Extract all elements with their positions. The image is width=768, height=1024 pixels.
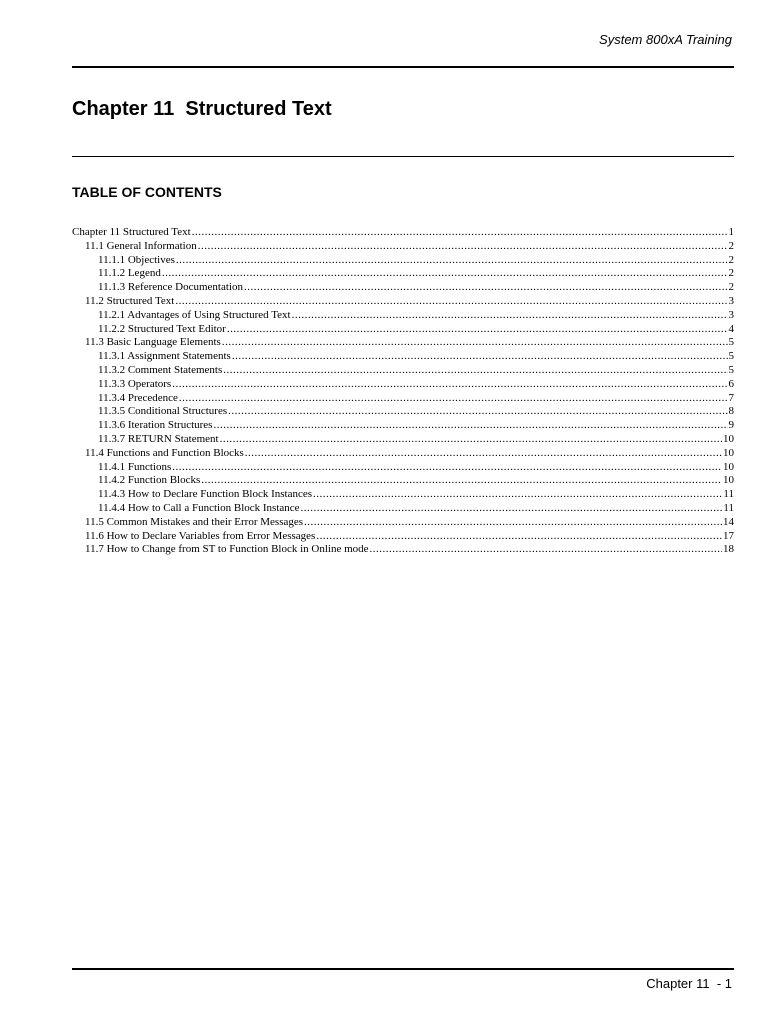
- toc-entry-label: 11.4.2 Function Blocks: [98, 474, 201, 487]
- toc-dot-leader: [223, 364, 727, 378]
- toc-entry-page-number: 10: [723, 432, 734, 445]
- toc-entry-label: Chapter 11 Structured Text: [72, 226, 191, 238]
- toc-dot-leader: [220, 433, 722, 447]
- toc-entry[interactable]: [72, 474, 734, 488]
- toc-dot-leader: [292, 309, 728, 323]
- toc-entry-page-number: 2: [728, 253, 734, 266]
- toc-entry-page-number: 10: [723, 474, 734, 487]
- toc-entry-page-number: 2: [728, 281, 734, 294]
- toc-entry-page-number: 11: [723, 488, 734, 501]
- toc-entry-page-number: 9: [728, 419, 734, 432]
- toc-entry-label: 11.7 How to Change from ST to Function Block in Online mode: [85, 543, 369, 556]
- toc-dot-leader: [232, 350, 728, 364]
- toc-entry[interactable]: [72, 281, 734, 295]
- running-header: System 800xA Training: [599, 32, 732, 47]
- toc-entry-page-number: 5: [728, 350, 734, 363]
- toc-entry-label: 11.3.6 Iteration Structures: [98, 419, 213, 432]
- footer-rule: [72, 968, 734, 970]
- toc-heading: TABLE OF CONTENTS: [72, 184, 222, 200]
- toc-entry-page-number: 3: [728, 294, 734, 307]
- toc-entry[interactable]: [72, 323, 734, 337]
- toc-entry-label: 11.1.3 Reference Documentation: [98, 281, 243, 294]
- toc-entry-page-number: 7: [728, 391, 734, 404]
- toc-entry[interactable]: [72, 295, 734, 309]
- toc-entry-label: 11.2 Structured Text: [85, 294, 175, 307]
- toc-entry-page-number: 2: [728, 239, 734, 252]
- toc-dot-leader: [176, 254, 728, 268]
- toc-dot-leader: [227, 323, 728, 337]
- toc-entry[interactable]: [72, 419, 734, 433]
- toc-dot-leader: [175, 295, 727, 309]
- toc-entry-label: 11.3.3 Operators: [98, 377, 172, 390]
- toc-entry-label: 11.4.3 How to Declare Function Block Instances: [98, 488, 313, 501]
- toc-entry[interactable]: [72, 226, 734, 240]
- toc-entry[interactable]: [72, 461, 734, 475]
- toc-dot-leader: [316, 530, 722, 544]
- toc-entry-label: 11.2.2 Structured Text Editor: [98, 322, 226, 335]
- toc-entry[interactable]: [72, 516, 734, 530]
- toc-dot-leader: [179, 392, 728, 406]
- toc-dot-leader: [313, 488, 722, 502]
- chapter-title: Chapter 11 Structured Text: [72, 98, 332, 120]
- toc-entry-page-number: 11: [723, 501, 734, 514]
- toc-entry[interactable]: [72, 378, 734, 392]
- toc-entry-page-number: 18: [723, 543, 734, 556]
- toc-entry-page-number: 5: [728, 336, 734, 349]
- toc-dot-leader: [192, 226, 728, 240]
- toc-entry-page-number: 8: [728, 405, 734, 418]
- toc-dot-leader: [228, 405, 727, 419]
- toc-entry-label: 11.3.2 Comment Statements: [98, 363, 223, 376]
- toc-entry[interactable]: [72, 267, 734, 281]
- toc-dot-leader: [370, 543, 722, 557]
- toc-entry-label: 11.4.4 How to Call a Function Block Instance: [98, 501, 300, 514]
- toc-dot-leader: [172, 461, 722, 475]
- toc-entry[interactable]: [72, 254, 734, 268]
- toc-entry-page-number: 10: [723, 460, 734, 473]
- toc-dot-leader: [201, 474, 722, 488]
- toc-dot-leader: [304, 516, 722, 530]
- toc-entry-label: 11.1 General Information: [85, 239, 197, 252]
- toc-dot-leader: [162, 267, 728, 281]
- toc-entry-page-number: 5: [728, 363, 734, 376]
- toc-entry-label: 11.1.1 Objectives: [98, 253, 175, 266]
- toc-entry-label: 11.3.7 RETURN Statement: [98, 432, 219, 445]
- toc-entry-label: 11.3.1 Assignment Statements: [98, 350, 231, 363]
- toc-entry-label: 11.6 How to Declare Variables from Error Messages: [85, 529, 316, 542]
- toc-entry[interactable]: [72, 502, 734, 516]
- title-rule: [72, 156, 734, 157]
- toc-entry-page-number: 4: [728, 322, 734, 335]
- toc-entry-label: 11.4 Functions and Function Blocks: [85, 446, 244, 459]
- toc-entry-label: 11.4.1 Functions: [98, 460, 172, 473]
- toc-entry[interactable]: [72, 543, 734, 557]
- toc-entry[interactable]: [72, 309, 734, 323]
- toc-entry[interactable]: [72, 350, 734, 364]
- toc-entry-page-number: 17: [723, 529, 734, 542]
- toc-dot-leader: [244, 281, 728, 295]
- toc-dot-leader: [301, 502, 723, 516]
- toc-entry[interactable]: [72, 336, 734, 350]
- toc-entry[interactable]: [72, 364, 734, 378]
- page-footer: Chapter 11 - 1: [646, 976, 732, 991]
- toc-entry-page-number: 10: [723, 446, 734, 459]
- toc-dot-leader: [198, 240, 728, 254]
- toc-dot-leader: [222, 336, 728, 350]
- toc-entry-label: 11.3.4 Precedence: [98, 391, 178, 404]
- header-rule: [72, 66, 734, 68]
- toc-entry-label: 11.1.2 Legend: [98, 267, 161, 280]
- toc-entry[interactable]: [72, 240, 734, 254]
- toc-dot-leader: [172, 378, 727, 392]
- toc-entry[interactable]: [72, 447, 734, 461]
- toc-dot-leader: [213, 419, 727, 433]
- toc-entry-label: 11.3 Basic Language Elements: [85, 336, 221, 349]
- toc-entry-page-number: 2: [728, 267, 734, 280]
- toc-entry[interactable]: [72, 392, 734, 406]
- toc-entry-label: 11.2.1 Advantages of Using Structured Text: [98, 308, 291, 321]
- toc-entry[interactable]: [72, 488, 734, 502]
- toc-entry-page-number: 14: [723, 515, 734, 528]
- table-of-contents: [72, 226, 734, 557]
- toc-entry-label: 11.3.5 Conditional Structures: [98, 405, 228, 418]
- toc-entry[interactable]: [72, 405, 734, 419]
- toc-entry[interactable]: [72, 530, 734, 544]
- toc-entry-page-number: 3: [728, 308, 734, 321]
- toc-entry-label: 11.5 Common Mistakes and their Error Messages: [85, 515, 304, 528]
- toc-entry-page-number: 6: [728, 377, 734, 390]
- toc-entry-page-number: 1: [728, 226, 734, 238]
- toc-entry[interactable]: [72, 433, 734, 447]
- toc-dot-leader: [245, 447, 722, 461]
